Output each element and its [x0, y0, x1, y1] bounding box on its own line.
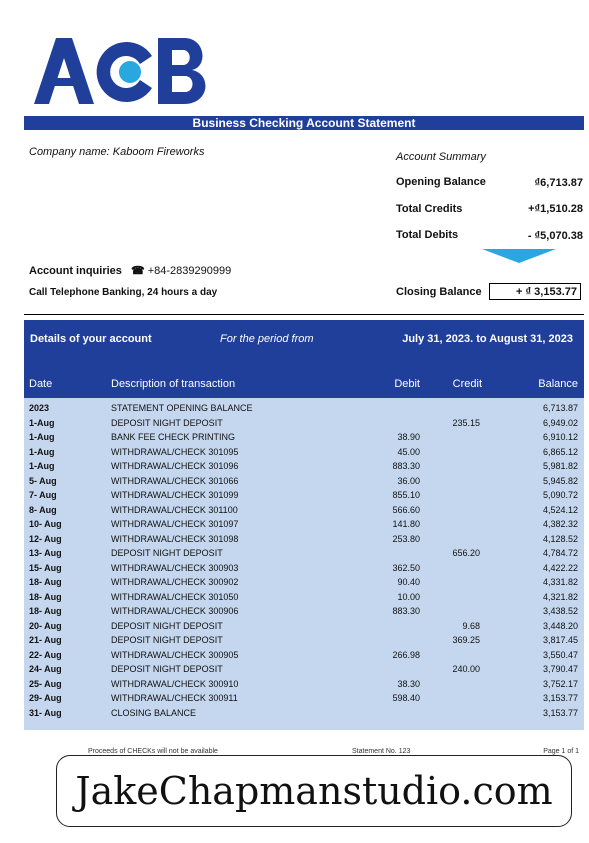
balance-cell: 6,910.12	[542, 432, 578, 442]
description-cell: WITHDRAWAL/CHECK 301098	[111, 533, 239, 544]
footer-page: Page 1 of 1	[543, 748, 579, 755]
table-row	[24, 649, 584, 664]
description-cell: WITHDRAWAL/CHECK 300905	[111, 649, 239, 660]
debit-cell: 253.80	[392, 533, 420, 544]
table-row	[24, 475, 584, 490]
description-cell: DEPOSIT NIGHT DEPOSIT	[111, 664, 223, 674]
balance-cell: 3,752.17	[542, 678, 578, 689]
description-cell: BANK FEE CHECK PRINTING	[111, 432, 236, 442]
description-cell: STATEMENT OPENING BALANCE	[111, 403, 253, 413]
description-cell: DEPOSIT NIGHT DEPOSIT	[111, 635, 223, 645]
column-header-balance: Balance	[538, 378, 578, 390]
balance-cell: 3,790.47	[542, 664, 578, 674]
total-credits-value: +₫1,510.28	[528, 203, 583, 215]
table-row	[24, 417, 584, 432]
company-name: Company name: Kaboom Fireworks	[29, 146, 205, 158]
description-cell: WITHDRAWAL/CHECK 300903	[111, 562, 239, 573]
description-cell: WITHDRAWAL/CHECK 301095	[111, 446, 239, 457]
table-row	[24, 402, 584, 417]
credit-cell: 235.15	[452, 417, 480, 428]
debit-cell: 883.30	[392, 606, 420, 616]
table-row	[24, 489, 584, 504]
account-inquiries	[29, 264, 231, 277]
footer-statement-no: Statement No. 123	[352, 748, 411, 755]
description-cell: DEPOSIT NIGHT DEPOSIT	[111, 417, 223, 428]
balance-cell: 3,153.77	[542, 693, 578, 703]
total-credits-label: Total Credits	[396, 203, 463, 215]
table-row	[24, 707, 584, 722]
balance-cell: 5,090.72	[542, 490, 578, 500]
account-summary-heading: Account Summary	[396, 151, 486, 163]
date-cell: 12- Aug	[29, 533, 62, 544]
balance-cell: 4,422.22	[542, 562, 578, 573]
balance-cell: 4,382.32	[542, 519, 578, 529]
balance-cell: 6,865.12	[542, 446, 578, 457]
description-cell: WITHDRAWAL/CHECK 301097	[111, 519, 239, 529]
debit-cell: 855.10	[392, 490, 420, 500]
date-cell: 10- Aug	[29, 519, 62, 529]
description-cell: WITHDRAWAL/CHECK 301050	[111, 591, 239, 602]
balance-cell: 4,784.72	[542, 548, 578, 558]
debit-cell: 362.50	[392, 562, 420, 573]
details-header	[24, 320, 584, 398]
date-cell: 8- Aug	[29, 504, 57, 515]
credit-cell: 656.20	[452, 548, 480, 558]
debit-cell: 598.40	[392, 693, 420, 703]
date-cell: 18- Aug	[29, 591, 62, 602]
opening-balance-label: Opening Balance	[396, 176, 486, 188]
down-arrow-icon	[482, 249, 556, 263]
description-cell: WITHDRAWAL/CHECK 301099	[111, 490, 239, 500]
total-debits-label: Total Debits	[396, 229, 459, 241]
date-cell: 1-Aug	[29, 461, 55, 471]
total-debits-value: - ₫5,070.38	[527, 230, 583, 242]
date-cell: 20- Aug	[29, 620, 62, 631]
table-row	[24, 605, 584, 620]
date-cell: 7- Aug	[29, 490, 57, 500]
date-cell: 13- Aug	[29, 548, 62, 558]
date-cell: 18- Aug	[29, 606, 62, 616]
date-cell: 15- Aug	[29, 562, 62, 573]
debit-cell: 566.60	[392, 504, 420, 515]
column-header-debit: Debit	[394, 378, 420, 390]
date-cell: 2023	[29, 403, 50, 413]
balance-cell: 3,438.52	[542, 606, 578, 616]
table-row	[24, 460, 584, 475]
column-header-description: Description of transaction	[111, 378, 236, 390]
table-row	[24, 547, 584, 562]
date-cell: 5- Aug	[29, 475, 57, 486]
table-row	[24, 663, 584, 678]
balance-cell: 6,949.02	[542, 417, 578, 428]
telephone-banking-note: Call Telephone Banking, 24 hours a day	[29, 287, 218, 298]
transactions-table	[24, 398, 584, 730]
balance-cell: 3,448.20	[542, 620, 578, 631]
description-cell: WITHDRAWAL/CHECK 300902	[111, 577, 239, 587]
closing-balance-value: + ₫ 3,153.77	[489, 283, 581, 300]
credit-cell: 240.00	[452, 664, 480, 674]
phone-icon: ☎	[130, 265, 145, 277]
debit-cell: 883.30	[392, 461, 420, 471]
description-cell: WITHDRAWAL/CHECK 301066	[111, 475, 239, 486]
acb-logo	[34, 36, 209, 106]
date-cell: 29- Aug	[29, 693, 62, 703]
date-cell: 31- Aug	[29, 707, 62, 718]
date-cell: 1-Aug	[29, 432, 55, 442]
table-row	[24, 431, 584, 446]
description-cell: WITHDRAWAL/CHECK 301100	[111, 504, 238, 515]
description-cell: WITHDRAWAL/CHECK 300911	[111, 693, 238, 703]
description-cell: DEPOSIT NIGHT DEPOSIT	[111, 620, 223, 631]
balance-cell: 4,128.52	[542, 533, 578, 544]
table-row	[24, 634, 584, 649]
credit-cell: 9.68	[462, 620, 480, 631]
closing-balance-label: Closing Balance	[396, 286, 482, 298]
balance-cell: 4,321.82	[542, 591, 578, 602]
description-cell: WITHDRAWAL/CHECK 301096	[111, 461, 239, 471]
balance-cell: 5,981.82	[542, 461, 578, 471]
debit-cell: 90.40	[397, 577, 420, 587]
table-row	[24, 562, 584, 577]
divider	[24, 314, 584, 315]
phone-number[interactable]: +84-2839290999	[147, 265, 232, 277]
balance-cell: 6,713.87	[542, 403, 578, 413]
debit-cell: 141.80	[392, 519, 420, 529]
details-label: Details of your account	[30, 333, 152, 345]
footer-notice: Proceeds of CHECKs will not be available	[88, 748, 218, 755]
table-row	[24, 692, 584, 707]
table-row	[24, 591, 584, 606]
debit-cell: 266.98	[392, 649, 420, 660]
balance-cell: 3,550.47	[542, 649, 578, 660]
table-row	[24, 446, 584, 461]
table-row	[24, 504, 584, 519]
period-label: For the period from	[220, 333, 314, 345]
date-cell: 18- Aug	[29, 577, 62, 587]
account-inquiries-label: Account inquiries	[29, 265, 122, 277]
debit-cell: 36.00	[397, 475, 420, 486]
statement-title: Business Checking Account Statement	[24, 116, 584, 130]
balance-cell: 5,945.82	[542, 475, 578, 486]
description-cell: WITHDRAWAL/CHECK 300906	[111, 606, 239, 616]
credit-cell: 369.25	[452, 635, 480, 645]
debit-cell: 38.30	[397, 678, 420, 689]
period-dates: July 31, 2023. to August 31, 2023	[402, 333, 573, 345]
date-cell: 22- Aug	[29, 649, 62, 660]
column-header-credit: Credit	[452, 378, 482, 390]
table-row	[24, 678, 584, 693]
balance-cell: 3,153.77	[542, 707, 578, 718]
balance-cell: 3,817.45	[542, 635, 578, 645]
date-cell: 24- Aug	[29, 664, 62, 674]
column-header-date: Date	[29, 378, 53, 390]
opening-balance-value: ₫6,713.87	[534, 177, 583, 189]
debit-cell: 10.00	[397, 591, 420, 602]
table-row	[24, 620, 584, 635]
date-cell: 1-Aug	[29, 417, 55, 428]
description-cell: CLOSING BALANCE	[111, 707, 197, 718]
watermark: JakeChapmanstudio.com	[56, 755, 572, 827]
date-cell: 1-Aug	[29, 446, 55, 457]
description-cell: WITHDRAWAL/CHECK 300910	[111, 678, 239, 689]
date-cell: 25- Aug	[29, 678, 62, 689]
balance-cell: 4,331.82	[542, 577, 578, 587]
debit-cell: 38.90	[397, 432, 420, 442]
table-row	[24, 533, 584, 548]
table-row	[24, 518, 584, 533]
debit-cell: 45.00	[397, 446, 420, 457]
table-row	[24, 576, 584, 591]
date-cell: 21- Aug	[29, 635, 62, 645]
balance-cell: 4,524.12	[542, 504, 578, 515]
description-cell: DEPOSIT NIGHT DEPOSIT	[111, 548, 223, 558]
